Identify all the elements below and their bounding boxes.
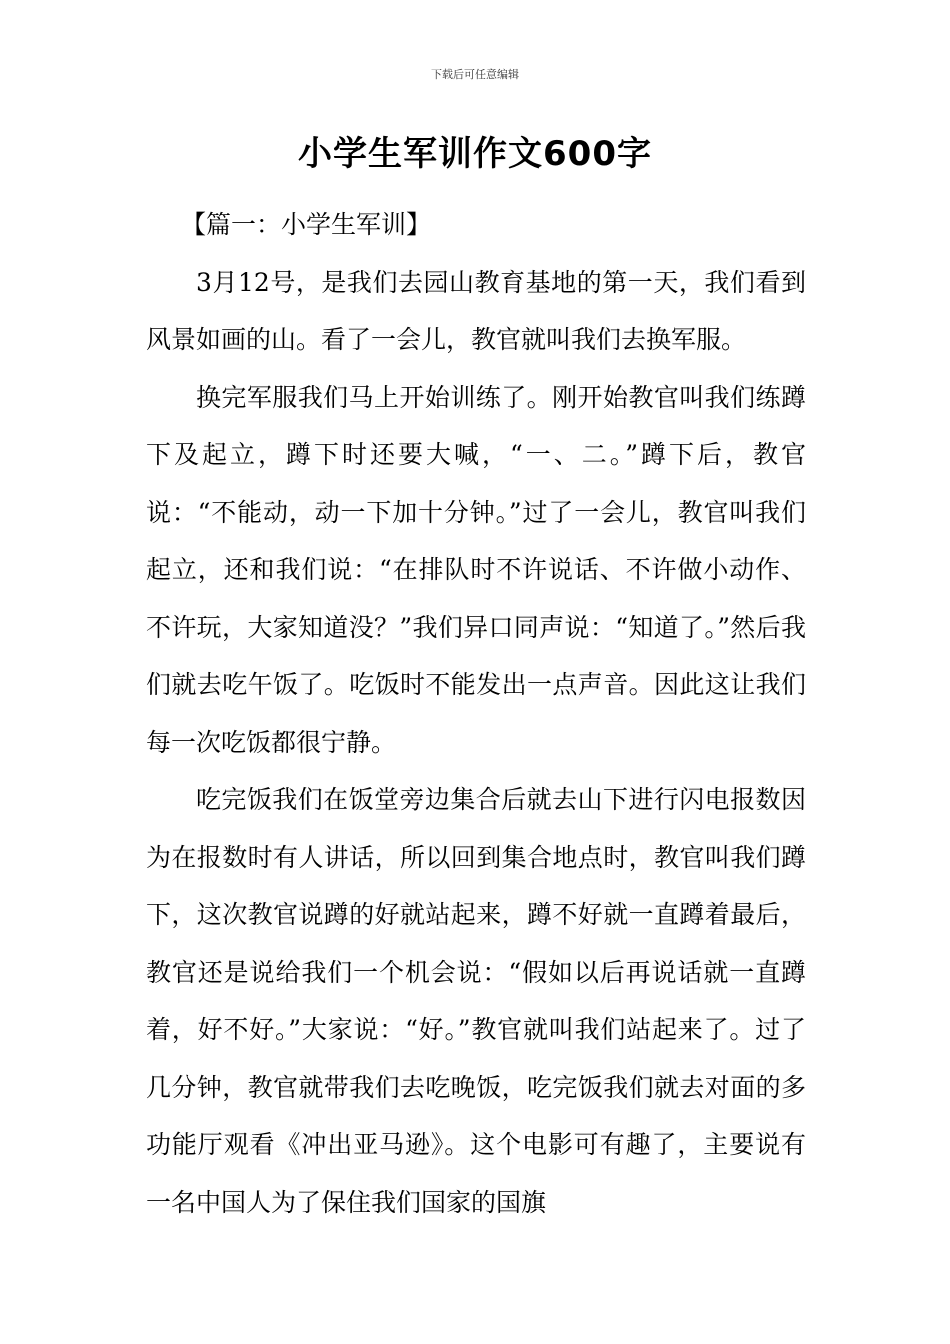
header-note: 下载后可任意编辑 xyxy=(431,68,519,81)
section-heading: 【篇一：小学生军训】 xyxy=(181,210,432,239)
document-title: 小学生军训作文600字 xyxy=(298,134,652,174)
document-body xyxy=(146,196,806,1231)
paragraph-3: 吃完饭我们在饭堂旁边集合后就去山下进行闪电报数因为在报数时有人讲话，所以回到集合地点时，教官叫我们蹲下，这次教官说蹲的好就站起来，蹲不好就一直蹲着最后，教官还是说给我们一个机会说：“假如以后再说话就一直蹲着，好不好。”大家说：“好。”教官就叫我们站起来了。过了几分钟，教官就带我们去吃晚饭，吃完饭我们就去对面的多功能厅观看《冲出亚马逊》。这个电影可有趣了，主要说有一名中国人为了保住我们国家的国旗 xyxy=(146,785,806,1217)
paragraph-2: 换完军服我们马上开始训练了。刚开始教官叫我们练蹲下及起立，蹲下时还要大喊，“一、二。”蹲下后，教官说：“不能动，动一下加十分钟。”过了一会儿，教官叫我们起立，还和我们说：“在排队时不许说话、不许做小动作、不许玩，大家知道没？”我们异口同声说：“知道了。”然后我们就去吃午饭了。吃饭时不能发出一点声音。因此这让我们每一次吃饭都很宁静。 xyxy=(146,382,806,757)
paragraph-1: 3月12号，是我们去园山教育基地的第一天，我们看到风景如画的山。看了一会儿，教官就叫我们去换军服。 xyxy=(146,267,806,354)
